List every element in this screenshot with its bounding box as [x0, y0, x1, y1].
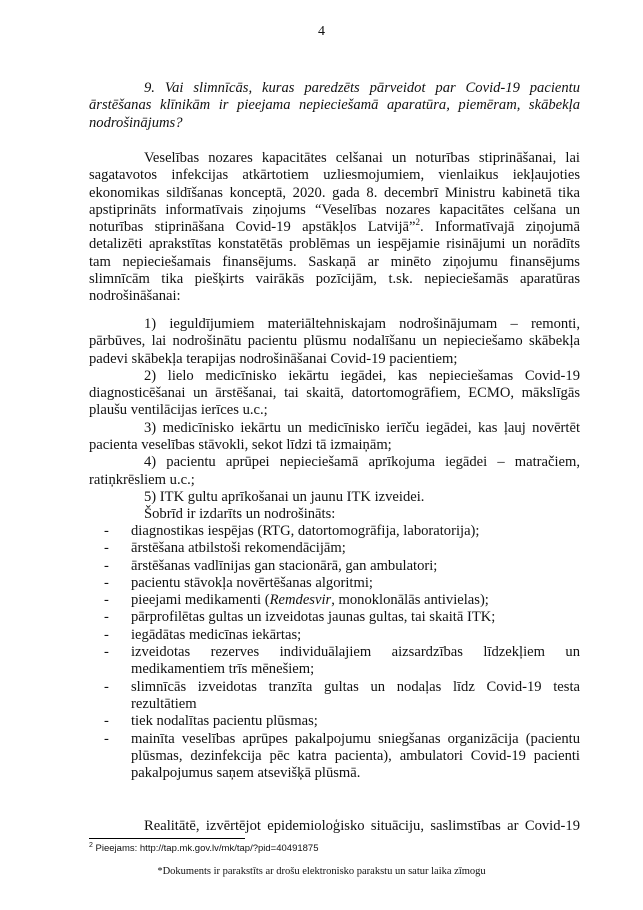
- dash-marker: -: [104, 540, 109, 557]
- intro-text: Veselības nozares kapacitātes celšanai un noturības stiprināšanai, lai sagatavotos infekcijas atkārtotiem uzliesmojumiem, vienlaikus iekļaujoties ekonomikas sildīšanas konceptā, 2020. gada 8. decembrī Ministru kabinetā tika apstiprināts informatīvais ziņojums “Veselības nozares kapacitātes celšana un noturības stiprināšana Covid-19 apstākļos Latvijā”: [89, 150, 580, 236]
- footnote: [89, 843, 319, 854]
- dash-marker: -: [104, 557, 109, 574]
- dash-marker: -: [104, 574, 109, 591]
- dash-marker: -: [104, 678, 109, 695]
- numbered-item: 3) medicīnisko iekārtu un medicīnisko ierīču iegādei, kas ļauj novērtēt pacienta veselības stāvokli, sekot līdzi tā izmaiņām;: [89, 419, 580, 454]
- numbered-item: 5) ITK gultu aprīkošanai un jaunu ITK izveidei.: [144, 488, 425, 505]
- list-item-text: pacientu stāvokļa novērtēšanas algoritmi;: [131, 574, 373, 591]
- status-bullet-list: [89, 523, 580, 782]
- dash-marker: -: [104, 644, 109, 661]
- list-item: [89, 575, 580, 592]
- list-item-text: mainīta veselības aprūpes pakalpojumu sniegšanas organizācija (pacientu plūsmas, dezinfekcija pēc katra pacienta), ambulatori Covid-19 pacienti pakalpojumus saņem atsevišķā plūsmā.: [131, 730, 580, 782]
- list-item: [89, 679, 580, 714]
- list-item: [89, 609, 580, 626]
- list-item-text: , monoklonālās antivielas);: [331, 592, 489, 609]
- footnote-reference[interactable]: 2: [415, 217, 421, 228]
- dash-marker: -: [104, 713, 109, 730]
- question-heading: [89, 80, 580, 132]
- footnote-number: 2: [89, 841, 93, 849]
- list-item: [89, 731, 580, 783]
- signature-note: *Dokuments ir parakstīts ar drošu elektronisko parakstu un satur laika zīmogu: [157, 866, 486, 877]
- footnote-separator: [89, 838, 245, 839]
- page-number: 4: [318, 24, 325, 39]
- closing-text: Realitātē, izvērtējot epidemioloģisko situāciju, saslimstības ar Covid-19: [144, 818, 580, 834]
- list-item-text: diagnostikas iespējas (RTG, datortomogrāfija, laboratorija);: [131, 523, 480, 539]
- dash-marker: -: [104, 730, 109, 747]
- dash-marker: -: [104, 523, 109, 539]
- list-item-text: pieejami medikamenti (: [131, 592, 270, 609]
- dash-marker: -: [104, 609, 109, 626]
- list-item: [89, 592, 580, 609]
- list-item: [89, 540, 580, 557]
- closing-paragraph: [89, 818, 580, 835]
- status-intro: Šobrīd ir izdarīts un nodrošināts:: [144, 506, 336, 523]
- list-item: [89, 523, 580, 540]
- numbered-item: 1) ieguldījumiem materiāltehniskajam nodrošinājumam – remonti, pārbūves, lai nodrošinātu pacientu plūsmu nodalīšanu un nepieciešamo skābekļa padevi skābekļa terapijas nodrošināšanai Covid-19 pacientiem;: [89, 316, 580, 367]
- numbered-list: [89, 316, 580, 524]
- dash-marker: -: [104, 592, 109, 609]
- footnote-link[interactable]: Pieejams: http://tap.mk.gov.lv/mk/tap/?pid=40491875: [92, 843, 319, 854]
- list-item-text: pārprofilētas gultas un izveidotas jaunas gultas, tai skaitā ITK;: [131, 609, 496, 626]
- list-item: [89, 627, 580, 644]
- numbered-item: 4) pacientu aprūpei nepieciešamā aprīkojuma iegādei – matračiem, ratiņkrēsliem u.c.;: [89, 454, 580, 488]
- list-item-text: iegādātas medicīnas iekārtas;: [131, 626, 302, 643]
- dash-marker: -: [104, 626, 109, 643]
- question-text: 9. Vai slimnīcās, kuras paredzēts pārveidot par Covid-19 pacientu ārstēšanas klīnikām ir pieejama nepieciešamā aparatūra, piemēram, skābekļa nodrošinājums?: [89, 80, 580, 131]
- list-item-text: tiek nodalītas pacientu plūsmas;: [131, 713, 318, 730]
- list-item: [89, 713, 580, 730]
- list-item-text: izveidotas rezerves individuālajiem aizsardzības līdzekļiem un medikamentiem trīs mēnešiem;: [131, 644, 580, 678]
- intro-text-continued: . Informatīvajā ziņojumā detalizēti aprakstītas konstatētās problēmas un iespējamie risinājumi un norādīts tam nepieciešamais finansējums. Saskaņā ar minēto ziņojumu finansējums slimnīcām tika piešķirts vairākās pozīcijām, t.sk. nepieciešamās aparatūras nodrošināšanai:: [89, 219, 581, 305]
- list-item-text: ārstēšanas vadlīnijas gan stacionārā, gan ambulatori;: [131, 557, 438, 574]
- drug-name: Remdesvir: [269, 592, 332, 609]
- list-item: [89, 558, 580, 575]
- intro-paragraph: [89, 150, 580, 306]
- list-item: [89, 644, 580, 679]
- numbered-item: 2) lielo medicīnisko iekārtu iegādei, kas nepieciešamas Covid-19 diagnosticēšanai un ārstēšanai, tai skaitā, datortomogrāfiem, ECMO, mākslīgās plaušu ventilācijas ierīces u.c.;: [89, 367, 580, 419]
- list-item-text: ārstēšana atbilstoši rekomendācijām;: [131, 540, 346, 557]
- list-item-text: slimnīcās izveidotas tranzīta gultas un nodaļas līdz Covid-19 testa rezultātiem: [131, 678, 580, 712]
